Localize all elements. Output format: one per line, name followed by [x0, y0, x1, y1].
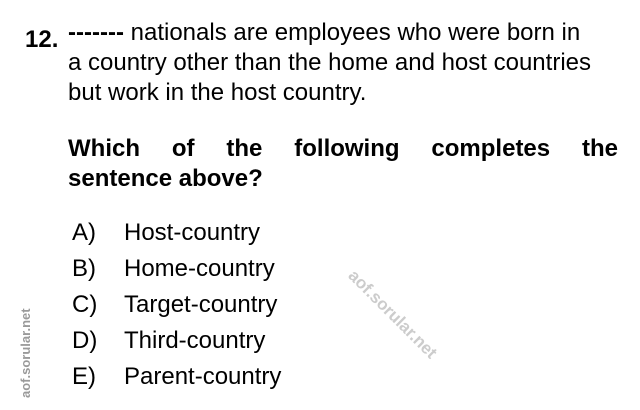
option-letter: A)	[72, 219, 96, 246]
option-b[interactable]	[72, 251, 281, 287]
option-text: Host-country	[124, 219, 261, 246]
option-a[interactable]	[72, 215, 281, 251]
question-prompt	[68, 134, 618, 194]
option-text: Third-country	[124, 327, 266, 354]
diagonal-watermark: aof.sorular.net	[344, 266, 441, 363]
prompt-line-1: Which of the following completes the	[68, 135, 618, 162]
stem-line-2: a country other than the home and host countries	[68, 49, 591, 76]
blank-placeholder: -------	[68, 19, 124, 46]
stem-line-1-text: nationals are employees who were born in	[123, 19, 581, 46]
prompt-line-2: sentence above?	[68, 165, 263, 192]
option-text: Target-country	[124, 291, 278, 318]
stem-line-3: but work in the host country.	[68, 79, 367, 106]
option-e[interactable]	[72, 359, 281, 395]
answer-options	[72, 215, 281, 395]
question-number: 12.	[25, 26, 59, 53]
option-d[interactable]	[72, 323, 281, 359]
option-text: Parent-country	[124, 363, 282, 390]
option-letter: D)	[72, 327, 98, 354]
side-watermark: aof.sorular.net	[18, 308, 33, 398]
option-letter: E)	[72, 363, 96, 390]
option-text: Home-country	[124, 255, 275, 282]
option-letter: C)	[72, 291, 98, 318]
question-stem	[68, 18, 620, 108]
option-letter: B)	[72, 255, 96, 282]
stem-line-1	[68, 18, 620, 48]
option-c[interactable]	[72, 287, 281, 323]
